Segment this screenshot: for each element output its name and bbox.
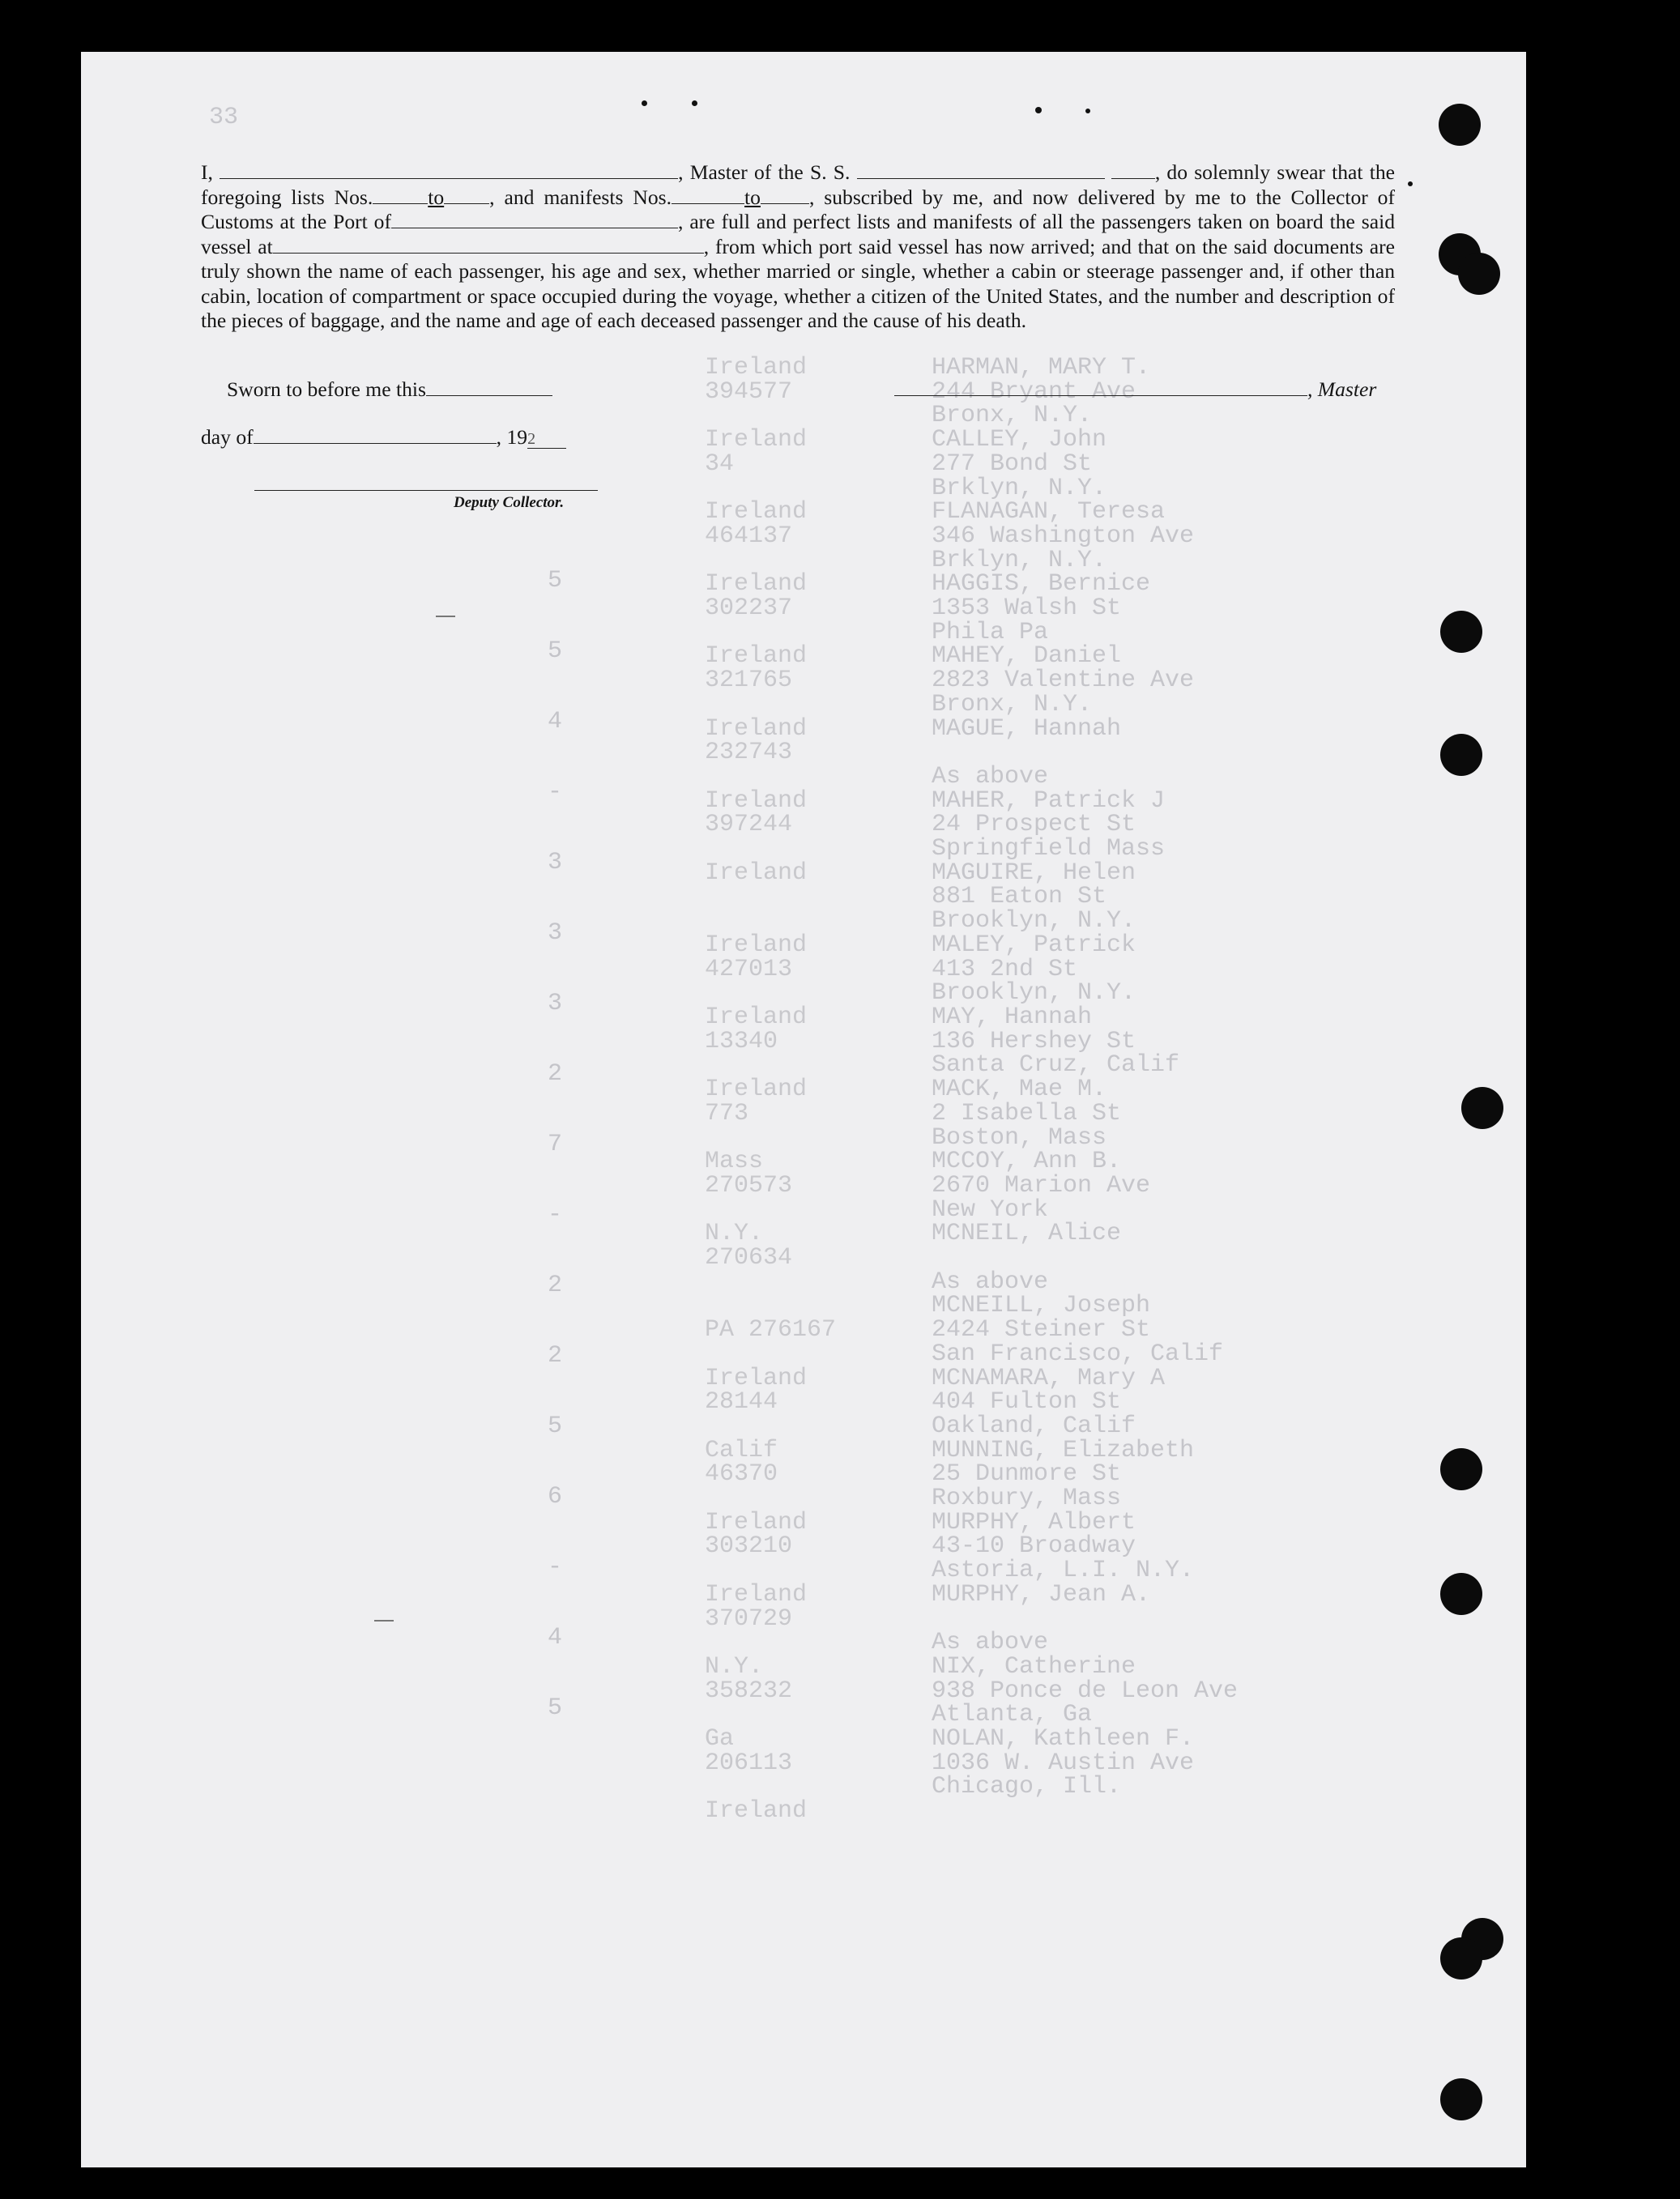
punch-hole [1440,1937,1482,1980]
bleed-page-number: 33 [209,104,239,131]
master-label: , Master [1307,377,1377,401]
vessel-blank-2 [1111,160,1155,179]
bleed-count: 5 [548,567,563,594]
punch-hole [1439,104,1481,146]
departure-port-blank [273,235,704,254]
deputy-signature-line [254,490,598,491]
stray-mark [436,616,455,617]
oath-to-1: to [428,185,445,209]
punch-hole [1440,611,1482,653]
year-prefix: , 19 [496,425,528,449]
ink-speck [692,100,697,106]
bleed-count: 2 [548,1060,563,1088]
bleed-count: - [548,1201,563,1229]
bleed-count: 2 [548,1342,563,1370]
day-of-row [201,425,566,450]
punch-hole [1440,1448,1482,1490]
bleed-count: 7 [548,1131,563,1158]
bleed-count: 5 [548,1413,563,1440]
vessel-blank [857,160,1105,179]
bleed-places: Ireland 394577 Ireland 34 Ireland 464137 Ireland 302237 Ireland 321765 Ireland 232743 Ireland 397244 Ireland Ireland 427013 Ireland 13340 Ireland 773 Mass 270573 N.Y. 270634 PA 276167 Ireland 28144 Calif 46370 Ireland 303210 Ireland 370729 N.Y. 358232 Ga 206113 Ireland [705,354,837,1826]
list-to-blank [444,185,489,204]
bleed-count: 2 [548,1272,563,1299]
day-of-blank [254,425,497,444]
oath-paragraph [201,160,1395,334]
ink-speck [1408,181,1413,186]
oath-i: I, [201,160,213,184]
sworn-label: Sworn to before me this [227,377,426,401]
bleed-count: - [548,1553,563,1581]
bleed-count: 4 [548,708,563,735]
name-blank [220,160,678,179]
sworn-row [227,377,552,402]
oath-master-of: , Master of the S. S. [678,160,851,184]
bleed-count: 3 [548,849,563,876]
bleed-count: 5 [548,1694,563,1722]
sworn-date-blank [426,377,552,396]
punch-hole [1440,2078,1482,2120]
ink-speck [642,100,647,106]
master-signature-row [894,377,1376,402]
oath-and-manifests: , and manifests Nos. [489,185,672,209]
master-signature-blank [894,377,1307,396]
deputy-collector-label: Deputy Collector. [454,494,565,511]
ink-speck [1085,109,1090,113]
year-blank [527,430,566,449]
bleed-count: - [548,778,563,806]
punch-hole [1458,253,1500,295]
punch-hole [1440,1573,1482,1615]
stray-mark [374,1620,394,1622]
oath-full-perfect: , are full and perfect lists and [678,210,927,233]
oath-body: port said vessel has now arrived; and that on the said documents are truly shown the name of each passenger, his age and sex, whether married or single, whether a cabin or steerage passenger and, if other than cabin, location of compartment or space occupied during the voyage, whether a citizen of the United States, and the number and description of the pieces of baggage, and the name and age of each deceased passenger and the cause of his death. [201,234,1395,332]
punch-hole [1440,734,1482,776]
oath-swear: swear that the foregoing lists Nos. [201,160,1395,209]
oath-from-which: , from which [703,234,812,258]
bleed-count: 4 [548,1624,563,1651]
oath-manifests-all: manifests of all the passengers taken on board the said vessel at [201,210,1395,258]
punch-hole [1461,1087,1503,1129]
bleed-count: 3 [548,990,563,1017]
ink-speck [1035,107,1042,113]
list-from-blank [373,185,428,204]
bleed-count: 5 [548,637,563,665]
year-handwritten: 2 [527,430,536,448]
oath-do-solemnly: , do solemnly [1154,160,1271,184]
oath-subscribed: , subscribed by me, and now [808,185,1068,209]
bleed-count: 6 [548,1483,563,1511]
port-blank [391,210,678,228]
bleed-count: 3 [548,919,563,947]
bleed-names: HARMAN, MARY T. 244 Bryant Ave Bronx, N.Y. CALLEY, John 277 Bond St Brklyn, N.Y. FLANAGAN, Teresa 346 Washington Ave Brklyn, N.Y. HAGGIS, Bernice 1353 Walsh St Phila Pa MAHEY, Daniel 2823 Valentine Ave Bronx, N.Y. MAGUE, Hannah As above MAHER, Patrick J 24 Prospect St Springfield Mass MAGUIRE, Helen 881 Eaton St Brooklyn, N.Y. MALEY, Patrick 413 2nd St Brooklyn, N.Y. MAY, Hannah 136 Hershey St Santa Cruz, Calif MACK, Mae M. 2 Isabella St Boston, Mass MCCOY, Ann B. 2670 Marion Ave New York MCNEIL, Alice As above MCNEILL, Joseph 2424 Steiner St San Francisco, Calif MCNAMARA, Mary A 404 Fulton St Oakland, Calif MUNNING, Elizabeth 25 Dunmore St Roxbury, Mass MURPHY, Albert 43-10 Broadway Astoria, L.I. N.Y. MURPHY, Jean A. As above NIX, Catherine 938 Ponce de Leon Ave Atlanta, Ga NOLAN, Kathleen F. 1036 W. Austin Ave Chicago, Ill. [932,354,1239,1801]
oath-delivered: delivered by me to the Collector of Customs at the Port of [201,185,1395,233]
day-of-label: day of [201,425,254,449]
manifest-to-blank [761,185,809,204]
oath-to-2: to [744,185,761,209]
manifest-from-blank [672,185,744,204]
